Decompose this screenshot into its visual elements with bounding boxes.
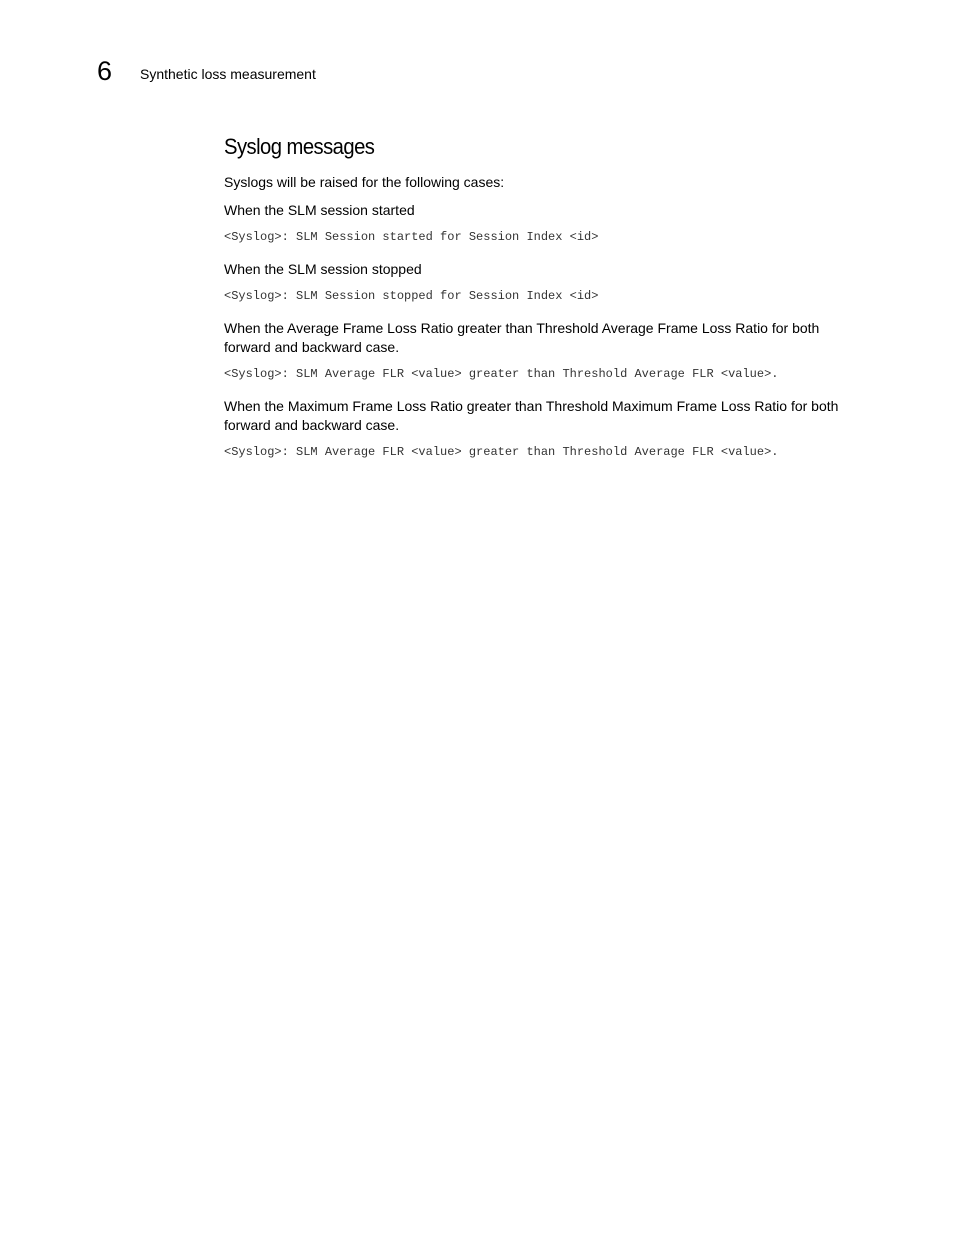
case-description bbox=[224, 397, 884, 435]
case-description-line: When the Average Frame Loss Ratio greater than Threshold Average Frame Loss Ratio for both bbox=[224, 320, 820, 336]
case-description: When the SLM session stopped bbox=[224, 261, 422, 277]
syslog-message: <Syslog>: SLM Average FLR <value> greater than Threshold Average FLR <value>. bbox=[224, 445, 779, 459]
section-syslog-messages bbox=[224, 132, 884, 460]
section-heading: Syslog messages bbox=[224, 134, 375, 159]
case-description: When the SLM session started bbox=[224, 202, 415, 218]
chapter-title: Synthetic loss measurement bbox=[140, 66, 316, 82]
chapter-number: 6 bbox=[97, 56, 113, 86]
syslog-message: <Syslog>: SLM Session started for Session Index <id> bbox=[224, 230, 599, 244]
syslog-message: <Syslog>: SLM Session stopped for Session Index <id> bbox=[224, 289, 599, 303]
case-description-line: forward and backward case. bbox=[224, 417, 400, 433]
syslog-message: <Syslog>: SLM Average FLR <value> greater than Threshold Average FLR <value>. bbox=[224, 367, 779, 381]
intro-paragraph: Syslogs will be raised for the following cases: bbox=[224, 174, 505, 190]
case-description-line: forward and backward case. bbox=[224, 339, 400, 355]
case-description bbox=[224, 319, 884, 357]
case-description-line: When the Maximum Frame Loss Ratio greater than Threshold Maximum Frame Loss Ratio for both bbox=[224, 398, 839, 414]
